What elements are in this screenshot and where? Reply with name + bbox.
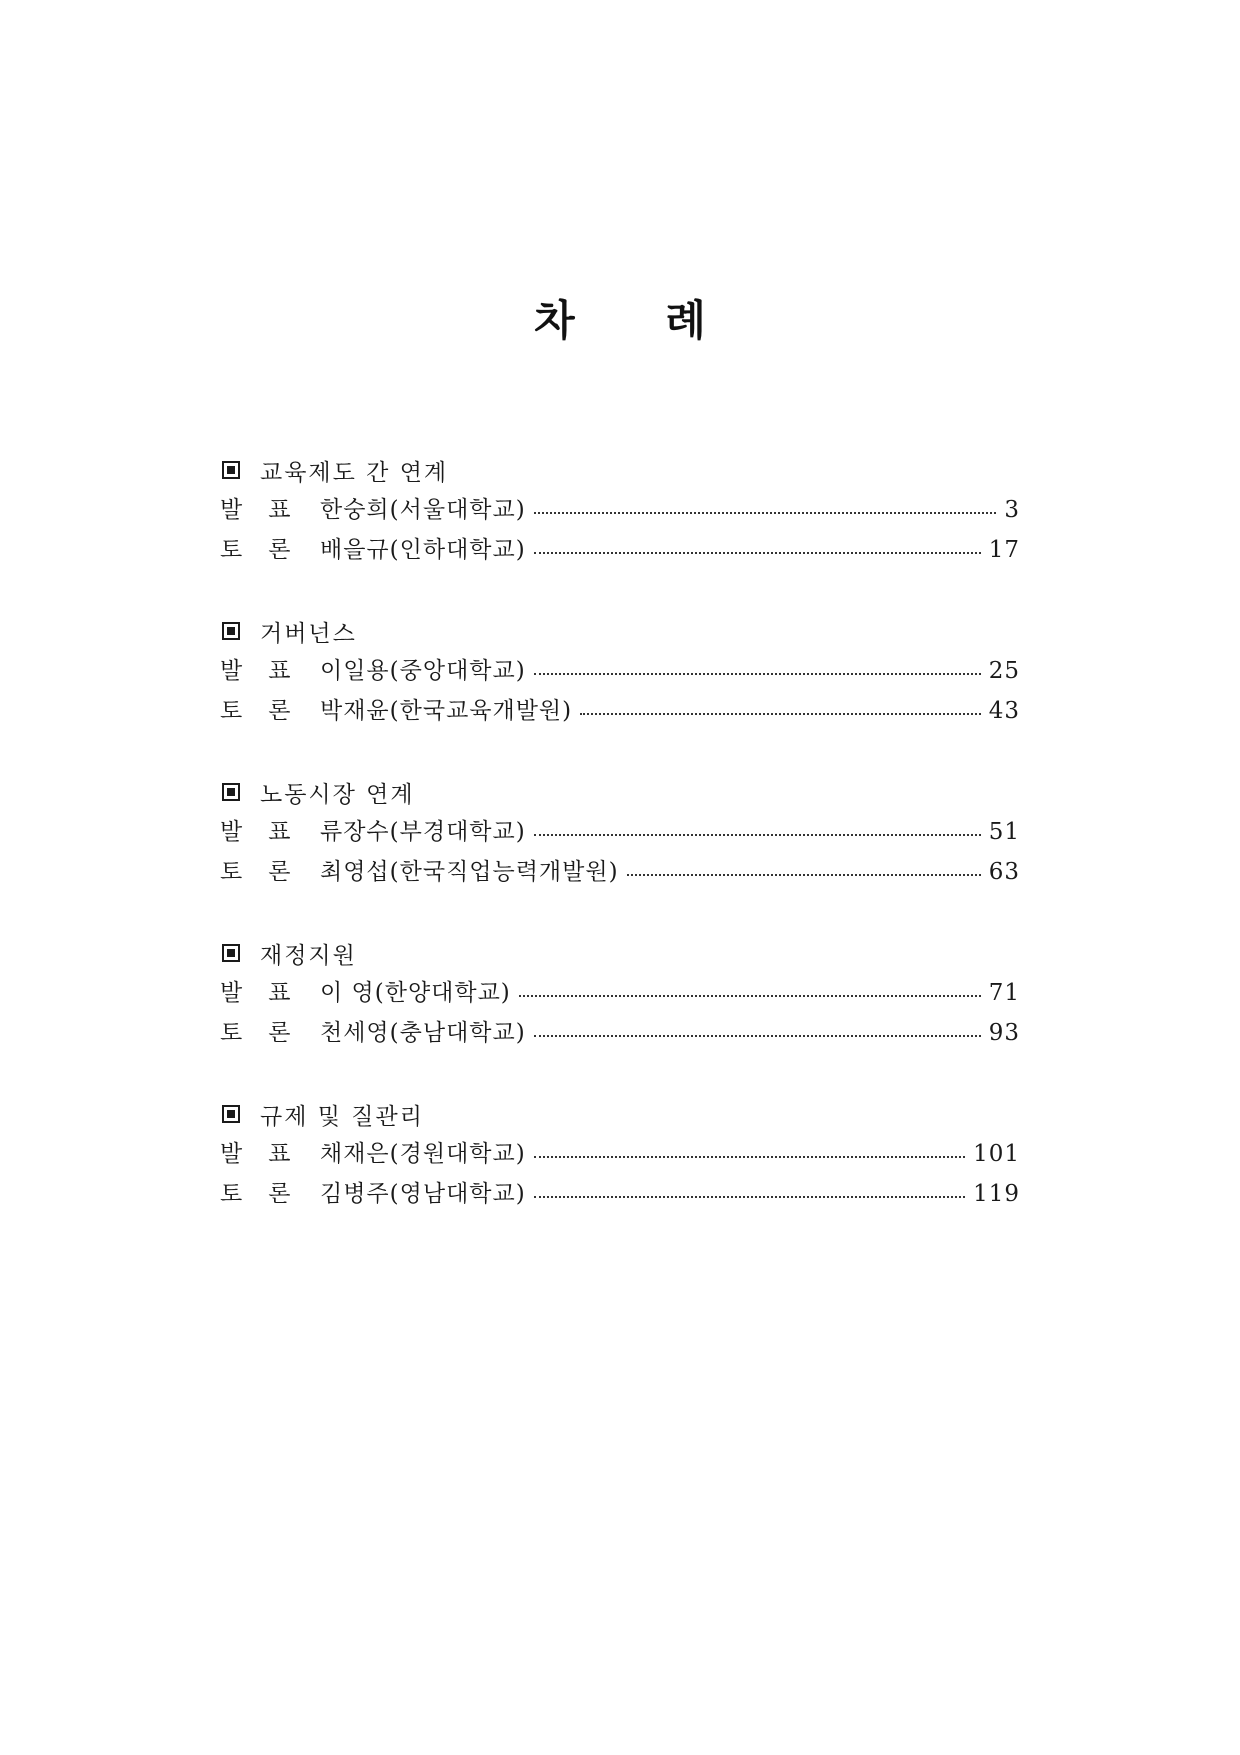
toc-section <box>220 1094 1020 1214</box>
role-label: 토론 <box>220 698 317 724</box>
section-header <box>220 933 1020 973</box>
role-label: 토론 <box>220 537 317 563</box>
page-number: 25 <box>988 658 1020 684</box>
presenter-name: 김병주(영남대학교) <box>320 1181 526 1207</box>
presenter-name: 박재윤(한국교육개발원) <box>320 698 573 724</box>
presenter-name: 이일용(중앙대학교) <box>320 658 526 684</box>
toc-section <box>220 933 1020 1053</box>
presenter-name: 채재은(경원대학교) <box>320 1141 526 1167</box>
section-header <box>220 611 1020 651</box>
toc-section <box>220 772 1020 892</box>
toc-section <box>220 611 1020 731</box>
table-of-contents <box>220 450 1020 1255</box>
toc-section <box>220 450 1020 570</box>
role-label: 발표 <box>220 819 317 845</box>
page-number: 43 <box>988 698 1020 724</box>
role-label: 토론 <box>220 1020 317 1046</box>
square-bullet-icon <box>222 944 240 962</box>
role-label: 발표 <box>220 1141 317 1167</box>
square-bullet-icon <box>222 783 240 801</box>
page-number: 119 <box>973 1181 1020 1207</box>
dot-leader <box>534 834 981 836</box>
section-header <box>220 1094 1020 1134</box>
section-title: 규제 및 질관리 <box>260 1103 424 1130</box>
toc-entry[interactable] <box>220 651 1020 691</box>
role-label: 발표 <box>220 497 317 523</box>
page-title: 차 례 <box>534 296 744 345</box>
page-number: 63 <box>988 859 1020 885</box>
dot-leader <box>534 1196 965 1198</box>
presenter-name: 한숭희(서울대학교) <box>320 497 526 523</box>
toc-entry[interactable] <box>220 973 1020 1013</box>
role-label: 토론 <box>220 1181 317 1207</box>
toc-entry[interactable] <box>220 812 1020 852</box>
page-number: 17 <box>988 537 1020 563</box>
section-header <box>220 450 1020 490</box>
role-label: 발표 <box>220 658 317 684</box>
presenter-name: 이 영(한양대학교) <box>320 980 511 1006</box>
dot-leader <box>580 713 981 715</box>
page-number: 51 <box>988 819 1020 845</box>
section-title: 교육제도 간 연계 <box>260 459 449 486</box>
role-label: 토론 <box>220 859 317 885</box>
presenter-name: 배을규(인하대학교) <box>320 537 526 563</box>
square-bullet-icon <box>222 461 240 479</box>
dot-leader <box>627 874 981 876</box>
dot-leader <box>534 673 981 675</box>
presenter-name: 최영섭(한국직업능력개발원) <box>320 859 619 885</box>
presenter-name: 천세영(충남대학교) <box>320 1020 526 1046</box>
section-title: 거버넌스 <box>260 620 357 647</box>
toc-entry[interactable] <box>220 1013 1020 1053</box>
dot-leader <box>534 1035 981 1037</box>
dot-leader <box>534 512 997 514</box>
square-bullet-icon <box>222 1105 240 1123</box>
dot-leader <box>519 995 981 997</box>
page-number: 93 <box>988 1020 1020 1046</box>
page-number: 101 <box>973 1141 1020 1167</box>
section-title: 재정지원 <box>260 942 357 969</box>
toc-entry[interactable] <box>220 490 1020 530</box>
dot-leader <box>534 552 981 554</box>
presenter-name: 류장수(부경대학교) <box>320 819 526 845</box>
toc-entry[interactable] <box>220 1174 1020 1214</box>
toc-entry[interactable] <box>220 691 1020 731</box>
square-bullet-icon <box>222 622 240 640</box>
toc-entry[interactable] <box>220 1134 1020 1174</box>
page-number: 71 <box>988 980 1020 1006</box>
section-header <box>220 772 1020 812</box>
page-number: 3 <box>1004 497 1020 523</box>
toc-entry[interactable] <box>220 852 1020 892</box>
dot-leader <box>534 1156 965 1158</box>
role-label: 발표 <box>220 980 317 1006</box>
section-title: 노동시장 연계 <box>260 781 415 808</box>
toc-entry[interactable] <box>220 530 1020 570</box>
